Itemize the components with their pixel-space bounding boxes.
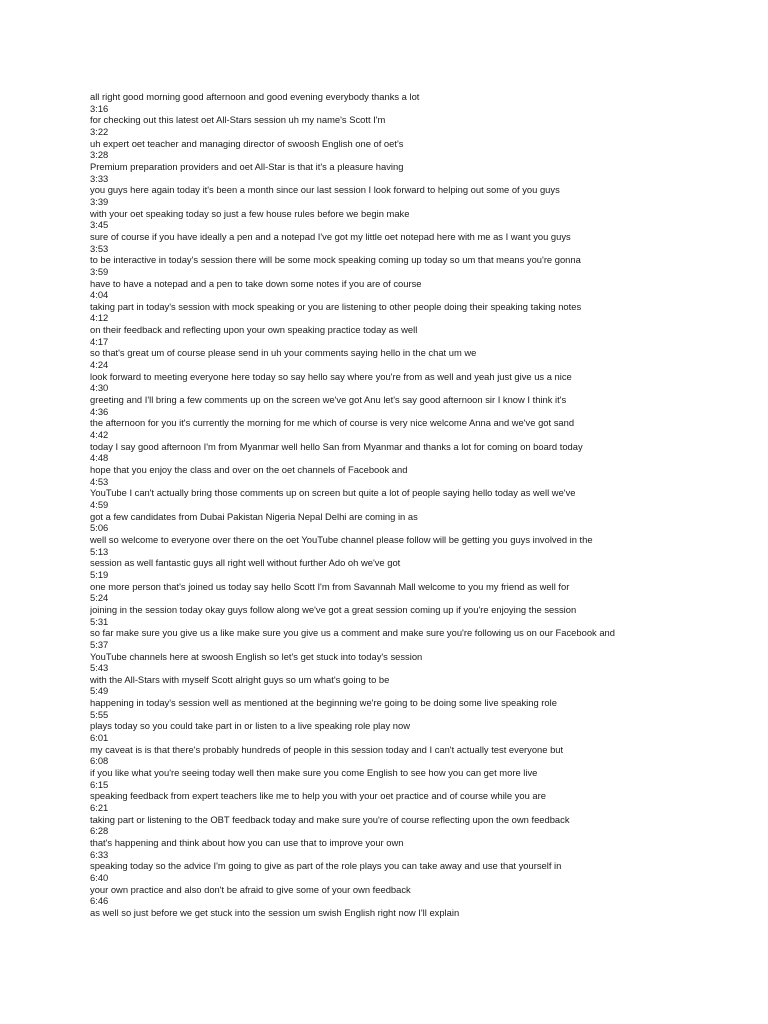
transcript-timestamp: 5:43 [90, 662, 109, 674]
transcript-timestamp: 4:42 [90, 429, 109, 441]
transcript-timestamp: 4:17 [90, 335, 109, 347]
transcript-text-line: my caveat is is that there's probably hundreds of people in this session today and I can't actually test everyone but [90, 743, 564, 755]
transcript-text-line: well so welcome to everyone over there on the oet YouTube channel please follow will be getting you guys involved in the [90, 533, 593, 545]
transcript-timestamp: 5:37 [90, 638, 109, 650]
transcript-timestamp: 4:12 [90, 312, 109, 324]
transcript-text-line: session as well fantastic guys all right well without further Ado oh we've got [90, 557, 401, 569]
transcript-timestamp: 3:59 [90, 265, 109, 277]
transcript-text-line: have to have a notepad and a pen to take down some notes if you are of course [90, 277, 422, 289]
transcript-text-line: all right good morning good afternoon and good evening everybody thanks a lot [90, 91, 420, 102]
transcript-text-line: so that's great um of course please send in uh your comments saying hello in the chat um we [90, 347, 477, 359]
transcript-timestamp: 4:48 [90, 452, 109, 464]
transcript-text-line: with your oet speaking today so just a few house rules before we begin make [90, 207, 410, 219]
transcript-timestamp: 6:46 [90, 895, 109, 907]
transcript-timestamp: 6:28 [90, 825, 109, 837]
transcript-timestamp: 6:40 [90, 871, 109, 883]
transcript-timestamp: 4:04 [90, 289, 109, 301]
transcript-timestamp: 6:33 [90, 848, 109, 860]
transcript-timestamp: 6:01 [90, 732, 109, 744]
transcript-timestamp: 3:33 [90, 172, 109, 184]
transcript-timestamp: 4:53 [90, 475, 109, 487]
transcript-timestamp: 3:16 [90, 102, 109, 114]
transcript-text-line: taking part or listening to the OBT feedback today and make sure you're of course reflecting upon the own feedback [90, 813, 570, 825]
transcript-text-line: with the All-Stars with myself Scott alright guys so um what's going to be [90, 673, 390, 685]
transcript-timestamp: 6:15 [90, 778, 109, 790]
transcript-text-line: as well so just before we get stuck into the session um swish English right now I'll explain [90, 906, 460, 918]
transcript-text-line: so far make sure you give us a like make sure you give us a comment and make sure you're following us on our Facebook and [90, 627, 615, 639]
transcript-text-line: YouTube I can't actually bring those comments up on screen but quite a lot of people saying hello today as well we've [90, 487, 576, 499]
transcript-text-line: YouTube channels here at swoosh English so let's get stuck into today's session [90, 650, 423, 662]
transcript-text-line: if you like what you're seeing today well then make sure you come English to see how you can get more live [90, 767, 538, 779]
transcript-timestamp: 3:53 [90, 242, 109, 254]
transcript-text-line: greeting and I'll bring a few comments up on the screen we've got Anu let's say good afternoon sir I know I think it's [90, 394, 567, 406]
transcript-text-line: taking part in today's session with mock speaking or you are listening to other people doing their speaking taking notes [90, 300, 582, 312]
transcript-timestamp: 3:39 [90, 195, 109, 207]
transcript-timestamp: 4:36 [90, 405, 109, 417]
transcript-text-line: got a few candidates from Dubai Pakistan Nigeria Nepal Delhi are coming in as [90, 510, 418, 522]
transcript-timestamp: 4:59 [90, 498, 109, 510]
transcript-timestamp: 5:13 [90, 545, 109, 557]
transcript-text-line: Premium preparation providers and oet All-Star is that it's a pleasure having [90, 160, 404, 172]
transcript-text-line: today I say good afternoon I'm from Myanmar well hello San from Myanmar and thanks a lot for coming on board today [90, 440, 583, 452]
transcript-timestamp: 5:06 [90, 522, 109, 534]
transcript-text-line: look forward to meeting everyone here today so say hello say where you're from as well and yeah just give us a nice [90, 370, 572, 382]
transcript-timestamp: 4:24 [90, 359, 109, 371]
transcript-text-line: speaking feedback from expert teachers like me to help you with your oet practice and of course while you are [90, 790, 546, 802]
transcript-text-line: plays today so you could take part in or listen to a live speaking role play now [90, 720, 410, 732]
transcript-timestamp: 4:30 [90, 382, 109, 394]
transcript-timestamp: 5:55 [90, 708, 109, 720]
transcript-timestamp: 6:21 [90, 802, 109, 814]
transcript-text-line: happening in today's session well as mentioned at the beginning we're going to be doing some live speaking role [90, 697, 557, 709]
transcript-text-line: joining in the session today okay guys follow along we've got a great session coming up if you're enjoying the session [90, 603, 577, 615]
transcript-timestamp: 5:24 [90, 592, 109, 604]
transcript-text-line: uh expert oet teacher and managing director of swoosh English one of oet's [90, 137, 404, 149]
transcript-text-line: sure of course if you have ideally a pen and a notepad I've got my little oet notepad here with me as I want you guys [90, 230, 571, 242]
transcript-text-line: for checking out this latest oet All-Stars session uh my name's Scott I'm [90, 114, 386, 126]
transcript-text-line: to be interactive in today's session there will be some mock speaking coming up today so um that means you're gonna [90, 254, 581, 266]
transcript-text-line: you guys here again today it's been a month since our last session I look forward to helping out some of you guys [90, 184, 560, 196]
transcript-text-line: your own practice and also don't be afraid to give some of your own feedback [90, 883, 411, 895]
transcript-timestamp: 5:19 [90, 568, 109, 580]
transcript-text-line: speaking today so the advice I'm going to give as part of the role plays you can take away and use that yourself in [90, 860, 562, 872]
transcript-text-line: the afternoon for you it's currently the morning for me which of course is very nice welcome Anna and we've got sand [90, 417, 575, 429]
transcript-timestamp: 6:08 [90, 755, 109, 767]
transcript-timestamp: 3:45 [90, 219, 109, 231]
transcript-text-line: on their feedback and reflecting upon your own speaking practice today as well [90, 324, 418, 336]
transcript-timestamp: 5:49 [90, 685, 109, 697]
transcript-timestamp: 3:22 [90, 125, 109, 137]
transcript-timestamp: 3:28 [90, 149, 109, 161]
transcript-body [90, 91, 730, 919]
transcript-text-line: one more person that's joined us today say hello Scott I'm from Savannah Mall welcome to you my friend as well for [90, 580, 570, 592]
transcript-timestamp: 5:31 [90, 615, 109, 627]
transcript-text-line: that's happening and think about how you can use that to improve your own [90, 837, 404, 848]
transcript-text-line: hope that you enjoy the class and over on the oet channels of Facebook and [90, 464, 408, 475]
